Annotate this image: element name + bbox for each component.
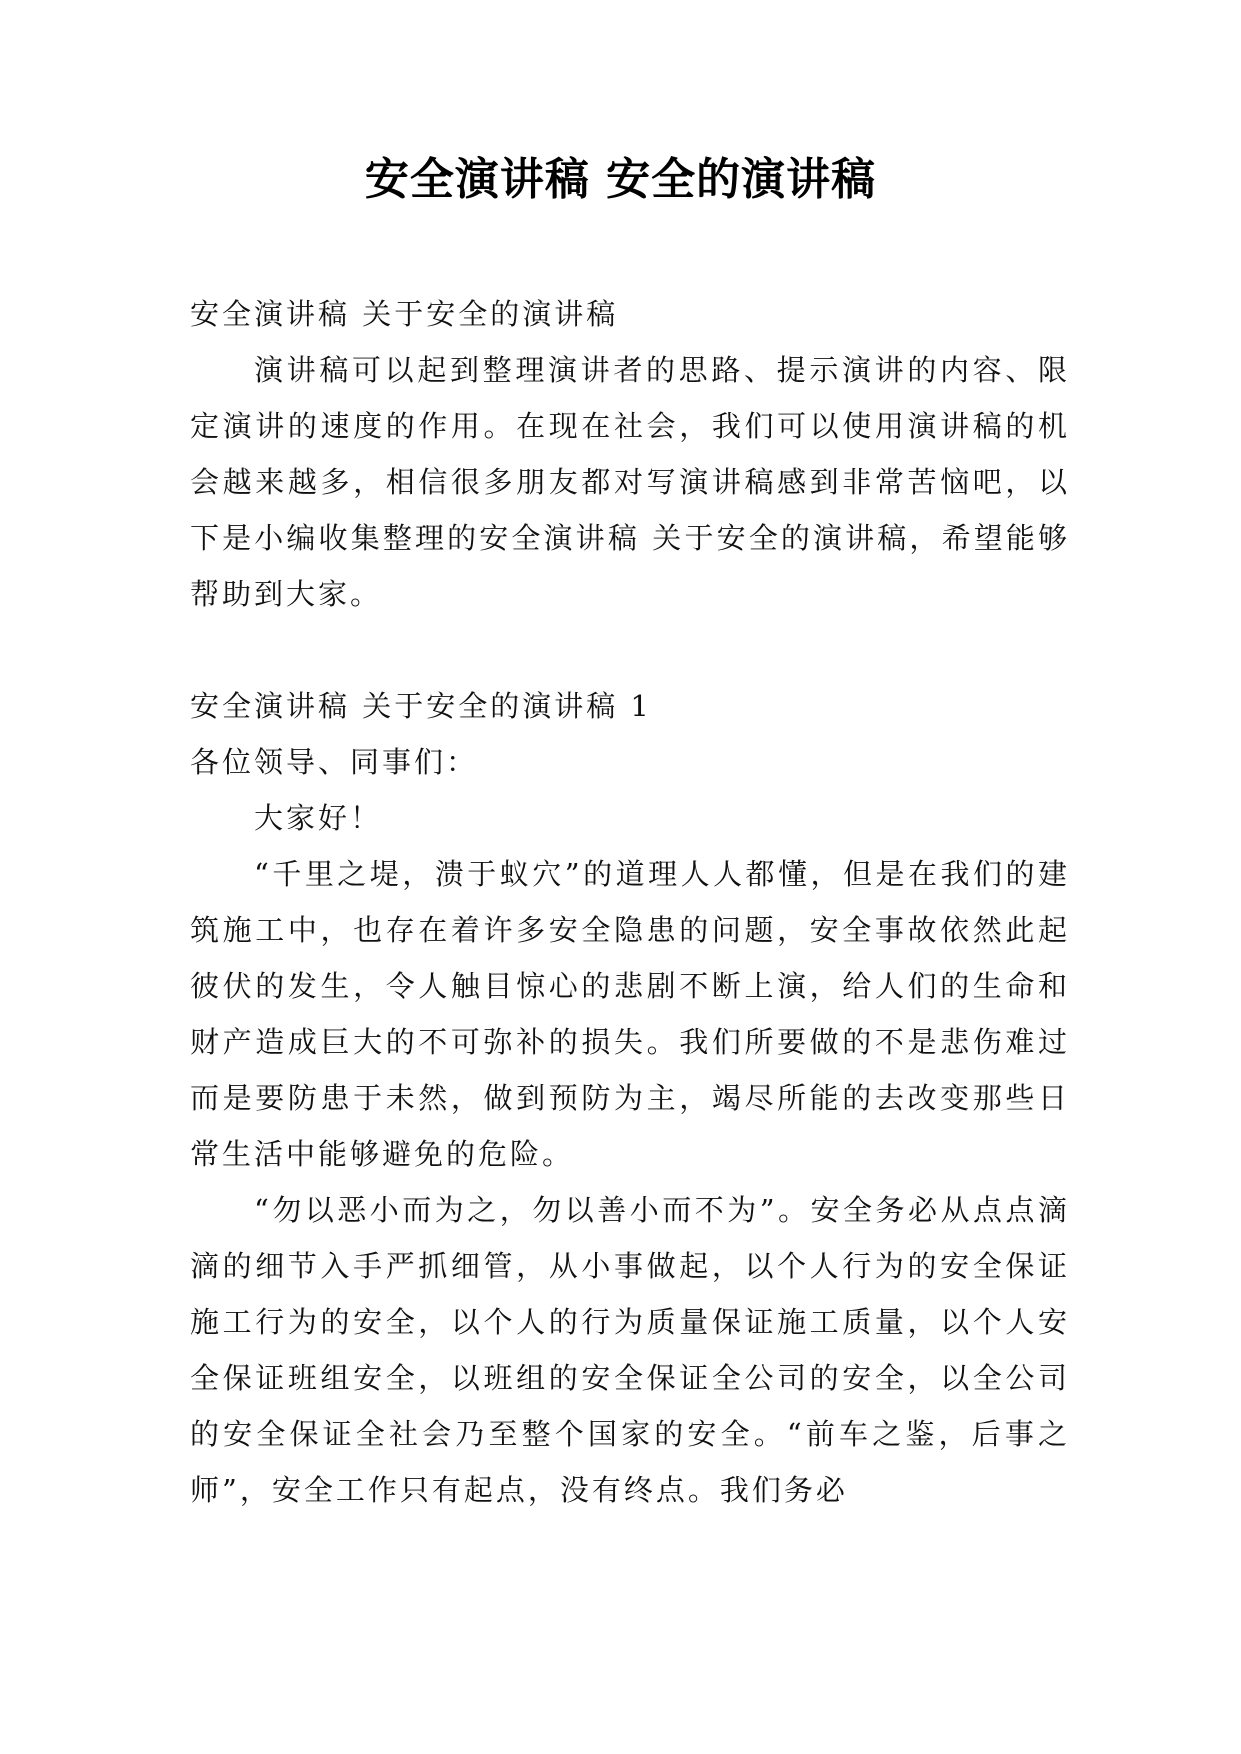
- paragraph-spacer: [190, 622, 1070, 678]
- greeting: 大家好！: [254, 801, 383, 835]
- body-paragraph-2: “勿以恶小而为之，勿以善小而不为”。安全务必从点点滴滴的细节入手严抓细管，从小事做起，以个人行为的安全保证施工行为的安全，以个人的行为质量保证施工质量，以个人安全保证班组安全，以班组的安全保证全公司的安全，以全公司的安全保证全社会乃至整个国家的安全。“前车之鉴，后事之师”，安全工作只有起点，没有终点。我们务必: [190, 1193, 1070, 1507]
- document-subtitle: 安全演讲稿 关于安全的演讲稿: [190, 297, 619, 331]
- body-paragraph-1: “千里之堤，溃于蚁穴”的道理人人都懂，但是在我们的建筑施工中，也存在着许多安全隐患的问题，安全事故依然此起彼伏的发生，令人触目惊心的悲剧不断上演，给人们的生命和财产造成巨大的不可弥补的损失。我们所要做的不是悲伤难过而是要防患于未然，做到预防为主，竭尽所能的去改变那些日常生活中能够避免的危险。: [190, 857, 1070, 1171]
- section-heading: 安全演讲稿 关于安全的演讲稿 1: [190, 689, 652, 723]
- document-title: 安全演讲稿 安全的演讲稿: [364, 154, 877, 205]
- intro-paragraph: 演讲稿可以起到整理演讲者的思路、提示演讲的内容、限定演讲的速度的作用。在现在社会，我们可以使用演讲稿的机会越来越多，相信很多朋友都对写演讲稿感到非常苦恼吧，以下是小编收集整理的安全演讲稿 关于安全的演讲稿，希望能够帮助到大家。: [190, 353, 1070, 611]
- salutation: 各位领导、同事们：: [190, 745, 479, 779]
- document-body: [190, 286, 1070, 1518]
